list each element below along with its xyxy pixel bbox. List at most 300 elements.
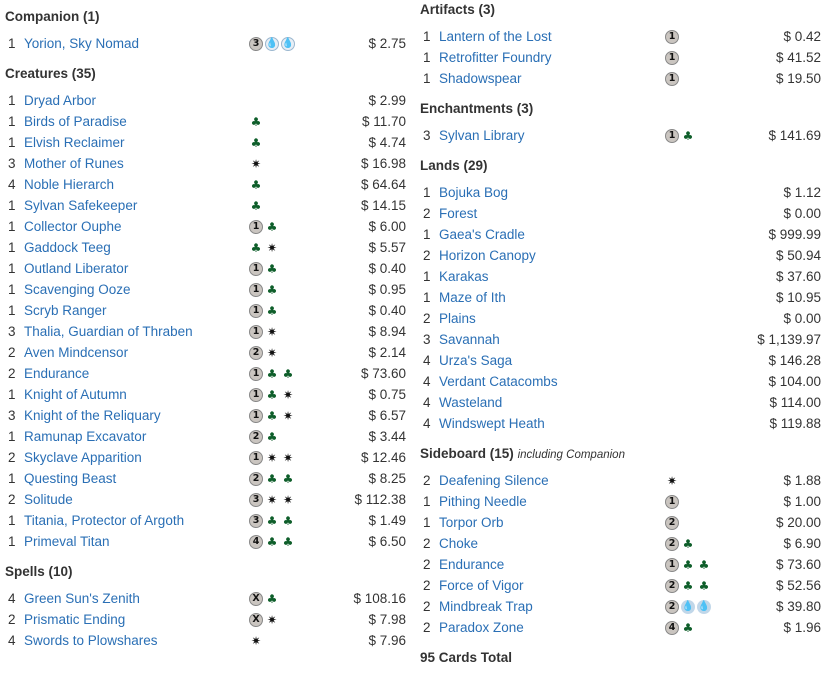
green-mana-icon: ♣ — [266, 367, 278, 381]
card-name-link[interactable]: Elvish Reclaimer — [24, 135, 125, 150]
white-mana-icon: ✷ — [282, 409, 294, 423]
mana-cost — [665, 72, 679, 86]
card-quantity: 2 — [423, 578, 431, 593]
green-mana-icon: ♣ — [266, 514, 278, 528]
white-mana-icon: ✷ — [250, 634, 262, 648]
mana-cost — [665, 537, 695, 551]
card-row — [420, 392, 825, 413]
generic-mana-1-icon: 1 — [665, 495, 679, 509]
card-quantity: 2 — [423, 599, 431, 614]
card-row — [5, 195, 410, 216]
card-name-link[interactable]: Aven Mindcensor — [24, 345, 129, 360]
card-name-link[interactable]: Titania, Protector of Argoth — [24, 513, 185, 528]
card-row — [5, 405, 410, 426]
white-mana-icon: ✷ — [266, 241, 278, 255]
card-name-link[interactable]: Yorion, Sky Nomad — [24, 36, 140, 51]
card-quantity: 3 — [423, 332, 431, 347]
green-mana-icon: ♣ — [250, 115, 262, 129]
generic-mana-1-icon: 1 — [665, 72, 679, 86]
card-row — [420, 413, 825, 434]
card-name-link[interactable]: Outland Liberator — [24, 261, 129, 276]
card-quantity: 4 — [8, 177, 16, 192]
card-price: $ 7.98 — [368, 612, 406, 627]
card-quantity: 2 — [423, 557, 431, 572]
mana-cost — [249, 178, 263, 192]
card-row — [420, 491, 825, 512]
mana-cost — [249, 472, 295, 486]
card-row — [420, 182, 825, 203]
card-quantity: 1 — [423, 269, 431, 284]
card-name-link[interactable]: Dryad Arbor — [24, 93, 97, 108]
green-mana-icon: ♣ — [266, 262, 278, 276]
card-name-link[interactable]: Retrofitter Foundry — [439, 50, 552, 65]
card-price: $ 108.16 — [353, 591, 406, 606]
mana-cost — [249, 634, 263, 648]
section-creatures — [5, 63, 410, 552]
card-row — [420, 287, 825, 308]
card-price: $ 52.56 — [775, 578, 821, 593]
card-price: $ 50.94 — [775, 248, 821, 263]
card-quantity: 1 — [8, 513, 16, 528]
generic-mana-1-icon: 1 — [249, 409, 263, 423]
green-mana-icon: ♣ — [282, 367, 294, 381]
card-name-link[interactable]: Verdant Catacombs — [439, 374, 558, 389]
generic-mana-1-icon: 1 — [249, 325, 263, 339]
mana-cost — [665, 474, 679, 488]
section-count: (35) — [71, 66, 96, 81]
section-title-label: Enchantments — [420, 101, 514, 116]
white-mana-icon: ✷ — [266, 451, 278, 465]
card-row — [420, 596, 825, 617]
generic-mana-3-icon: 3 — [249, 514, 263, 528]
mana-cost — [249, 493, 295, 507]
card-price: $ 2.14 — [368, 345, 406, 360]
section-title-label: Artifacts — [420, 2, 475, 17]
green-mana-icon: ♣ — [250, 178, 262, 192]
mana-cost — [249, 199, 263, 213]
card-price: $ 20.00 — [775, 515, 821, 530]
card-name-link[interactable]: Ramunap Excavator — [24, 429, 147, 444]
card-quantity: 4 — [8, 591, 16, 606]
card-price: $ 119.88 — [769, 416, 821, 431]
card-price: $ 112.38 — [354, 492, 406, 507]
card-quantity: 4 — [423, 416, 431, 431]
mana-cost — [665, 558, 711, 572]
green-mana-icon: ♣ — [266, 409, 278, 423]
card-price: $ 12.46 — [360, 450, 406, 465]
card-price: $ 0.42 — [783, 29, 821, 44]
card-list — [420, 182, 825, 434]
card-price: $ 104.00 — [768, 374, 821, 389]
card-row — [5, 630, 410, 651]
mana-cost — [665, 579, 711, 593]
card-quantity: 1 — [8, 534, 16, 549]
card-quantity: 1 — [8, 36, 16, 51]
card-quantity: 2 — [8, 366, 16, 381]
section-title-label: Lands — [420, 158, 460, 173]
mana-cost — [249, 283, 279, 297]
card-name-link[interactable]: Karakas — [439, 269, 489, 284]
phyrexian-blue-mana-icon: 💧 — [281, 38, 295, 49]
card-price: $ 73.60 — [360, 366, 406, 381]
mana-cost — [665, 129, 695, 143]
card-row — [420, 26, 825, 47]
card-name-link[interactable]: Shadowspear — [439, 71, 522, 86]
card-name-link[interactable]: Noble Hierarch — [24, 177, 115, 192]
card-name-link[interactable]: Wasteland — [439, 395, 503, 410]
mana-cost — [665, 516, 679, 530]
generic-mana-2-icon: 2 — [249, 472, 263, 486]
card-price: $ 6.57 — [368, 408, 406, 423]
blue-mana-icon: 💧 — [697, 601, 711, 612]
section-title-lands — [420, 155, 825, 176]
card-name-link[interactable]: Primeval Titan — [24, 534, 110, 549]
green-mana-icon: ♣ — [682, 537, 694, 551]
card-price: $ 6.50 — [368, 534, 406, 549]
card-quantity: 1 — [8, 261, 16, 276]
white-mana-icon: ✷ — [250, 157, 262, 171]
card-name-link[interactable]: Pithing Needle — [439, 494, 527, 509]
mana-cost — [665, 495, 679, 509]
card-price: $ 2.75 — [368, 36, 406, 51]
card-row — [5, 531, 410, 552]
card-price: $ 0.40 — [368, 303, 406, 318]
card-row — [5, 342, 410, 363]
section-count: (29) — [463, 158, 488, 173]
card-name-link[interactable]: Plains — [439, 311, 476, 326]
card-price: $ 0.40 — [368, 261, 406, 276]
mana-cost — [665, 621, 695, 635]
card-name-link[interactable]: Horizon Canopy — [439, 248, 536, 263]
section-title-artifacts — [420, 0, 825, 20]
card-name-link[interactable]: Birds of Paradise — [24, 114, 127, 129]
card-price: $ 39.80 — [775, 599, 821, 614]
card-quantity: 1 — [8, 135, 16, 150]
card-list — [5, 588, 410, 651]
card-quantity: 1 — [423, 515, 431, 530]
white-mana-icon: ✷ — [282, 388, 294, 402]
section-title-label: Companion — [5, 9, 80, 24]
card-quantity: 1 — [8, 471, 16, 486]
white-mana-icon: ✷ — [266, 346, 278, 360]
card-row — [420, 371, 825, 392]
section-count: (3) — [516, 101, 534, 116]
card-price: $ 2.99 — [368, 93, 406, 108]
card-quantity: 2 — [8, 612, 16, 627]
generic-mana-x-icon: X — [249, 592, 263, 606]
card-name-link[interactable]: Windswept Heath — [439, 416, 545, 431]
green-mana-icon: ♣ — [250, 241, 262, 255]
mana-cost — [249, 367, 295, 381]
green-mana-icon: ♣ — [266, 430, 278, 444]
card-row — [5, 609, 410, 630]
mana-cost — [249, 409, 295, 423]
generic-mana-1-icon: 1 — [249, 220, 263, 234]
card-price: $ 1.00 — [783, 494, 821, 509]
card-price: $ 37.60 — [775, 269, 821, 284]
card-quantity: 1 — [8, 387, 16, 402]
mana-cost — [249, 346, 279, 360]
card-name-link[interactable]: Gaddock Teeg — [24, 240, 111, 255]
card-price: $ 8.25 — [368, 471, 406, 486]
card-row — [420, 512, 825, 533]
green-mana-icon: ♣ — [266, 388, 278, 402]
card-row — [5, 588, 410, 609]
card-name-link[interactable]: Maze of Ith — [439, 290, 506, 305]
card-name-link[interactable]: Thalia, Guardian of Thraben — [24, 324, 193, 339]
section-sideboard — [420, 443, 825, 638]
mana-cost — [249, 592, 279, 606]
card-name-link[interactable]: Lantern of the Lost — [439, 29, 552, 44]
section-title-label: Sideboard — [420, 446, 487, 461]
card-quantity: 1 — [8, 219, 16, 234]
card-quantity: 1 — [8, 282, 16, 297]
card-row — [420, 350, 825, 371]
section-companion — [5, 6, 410, 54]
card-name-link[interactable]: Savannah — [439, 332, 500, 347]
generic-mana-1-icon: 1 — [249, 262, 263, 276]
card-row — [5, 153, 410, 174]
card-price: $ 6.00 — [368, 219, 406, 234]
white-mana-icon: ✷ — [282, 451, 294, 465]
card-quantity: 4 — [423, 353, 431, 368]
mana-cost — [249, 613, 279, 627]
section-subtitle: including Companion — [517, 449, 625, 461]
card-list — [5, 90, 410, 552]
card-row — [5, 447, 410, 468]
card-quantity: 4 — [8, 633, 16, 648]
white-mana-icon: ✷ — [666, 474, 678, 488]
section-count: (15) — [489, 446, 514, 461]
card-quantity: 1 — [423, 290, 431, 305]
card-name-link[interactable]: Paradox Zone — [439, 620, 524, 635]
section-count: (1) — [83, 9, 100, 24]
card-row — [5, 174, 410, 195]
card-price: $ 146.28 — [768, 353, 821, 368]
card-row — [420, 245, 825, 266]
card-price: $ 73.60 — [775, 557, 821, 572]
card-row — [420, 224, 825, 245]
card-list — [420, 470, 825, 638]
green-mana-icon: ♣ — [698, 558, 710, 572]
card-price: $ 16.98 — [360, 156, 406, 171]
card-price: $ 7.96 — [368, 633, 406, 648]
card-quantity: 1 — [423, 185, 431, 200]
card-quantity: 3 — [8, 408, 16, 423]
generic-mana-1-icon: 1 — [665, 129, 679, 143]
card-name-link[interactable]: Knight of the Reliquary — [24, 408, 161, 423]
generic-mana-4-icon: 4 — [249, 535, 263, 549]
green-mana-icon: ♣ — [250, 199, 262, 213]
card-row — [420, 47, 825, 68]
card-name-link[interactable]: Torpor Orb — [439, 515, 504, 530]
card-name-link[interactable]: Solitude — [24, 492, 73, 507]
generic-mana-2-icon: 2 — [665, 579, 679, 593]
card-name-link[interactable]: Gaea's Cradle — [439, 227, 525, 242]
card-row — [420, 554, 825, 575]
card-row — [5, 468, 410, 489]
card-price: $ 0.00 — [783, 206, 821, 221]
generic-mana-4-icon: 4 — [665, 621, 679, 635]
green-mana-icon: ♣ — [282, 472, 294, 486]
generic-mana-1-icon: 1 — [249, 283, 263, 297]
card-name-link[interactable]: Deafening Silence — [439, 473, 549, 488]
card-quantity: 1 — [423, 227, 431, 242]
card-name-link[interactable]: Mother of Runes — [24, 156, 124, 171]
card-price: $ 64.64 — [360, 177, 406, 192]
card-quantity: 1 — [8, 114, 16, 129]
white-mana-icon: ✷ — [266, 493, 278, 507]
mana-cost — [249, 262, 279, 276]
card-price: $ 4.74 — [368, 135, 406, 150]
generic-mana-2-icon: 2 — [665, 537, 679, 551]
section-title-spells — [5, 561, 410, 582]
card-row — [420, 68, 825, 89]
green-mana-icon: ♣ — [682, 129, 694, 143]
card-row — [5, 300, 410, 321]
card-quantity: 4 — [423, 374, 431, 389]
card-price: $ 3.44 — [368, 429, 406, 444]
card-quantity: 1 — [8, 303, 16, 318]
card-name-link[interactable]: Forest — [439, 206, 478, 221]
card-quantity: 1 — [423, 494, 431, 509]
card-row — [5, 489, 410, 510]
generic-mana-2-icon: 2 — [665, 516, 679, 530]
card-price: $ 999.99 — [768, 227, 821, 242]
generic-mana-1-icon: 1 — [249, 304, 263, 318]
generic-mana-3-icon: 3 — [249, 37, 263, 51]
green-mana-icon: ♣ — [266, 592, 278, 606]
card-price: $ 1.12 — [783, 185, 821, 200]
card-row — [420, 470, 825, 491]
card-row — [420, 575, 825, 596]
card-name-link[interactable]: Scavenging Ooze — [24, 282, 131, 297]
card-quantity: 2 — [423, 248, 431, 263]
section-title-label: Creatures — [5, 66, 69, 81]
card-quantity: 2 — [8, 345, 16, 360]
green-mana-icon: ♣ — [282, 514, 294, 528]
card-quantity: 1 — [8, 198, 16, 213]
blue-mana-icon: 💧 — [681, 601, 695, 612]
card-quantity: 1 — [8, 429, 16, 444]
card-price: $ 1.88 — [783, 473, 821, 488]
green-mana-icon: ♣ — [266, 535, 278, 549]
mana-cost — [249, 37, 295, 51]
card-row — [420, 329, 825, 350]
mana-cost — [249, 157, 263, 171]
green-mana-icon: ♣ — [682, 579, 694, 593]
card-row — [5, 237, 410, 258]
card-row — [420, 266, 825, 287]
card-price: $ 141.69 — [768, 128, 821, 143]
card-price: $ 0.00 — [783, 311, 821, 326]
card-name-link[interactable]: Sylvan Safekeeper — [24, 198, 138, 213]
card-quantity: 1 — [423, 71, 431, 86]
mana-cost — [249, 535, 295, 549]
card-price: $ 114.00 — [769, 395, 821, 410]
card-name-link[interactable]: Mindbreak Trap — [439, 599, 533, 614]
section-title-creatures — [5, 63, 410, 84]
card-quantity: 2 — [8, 492, 16, 507]
card-name-link[interactable]: Endurance — [439, 557, 505, 572]
white-mana-icon: ✷ — [266, 325, 278, 339]
mana-cost — [665, 51, 679, 65]
card-name-link[interactable]: Prismatic Ending — [24, 612, 126, 627]
card-row — [5, 90, 410, 111]
card-list — [5, 33, 410, 54]
card-quantity: 1 — [8, 93, 16, 108]
card-row — [420, 125, 825, 146]
card-row — [5, 279, 410, 300]
section-title-sideboard — [420, 443, 825, 464]
card-quantity: 1 — [423, 50, 431, 65]
card-name-link[interactable]: Choke — [439, 536, 479, 551]
card-row — [5, 258, 410, 279]
card-name-link[interactable]: Knight of Autumn — [24, 387, 127, 402]
card-name-link[interactable]: Scryb Ranger — [24, 303, 107, 318]
card-price: $ 8.94 — [368, 324, 406, 339]
generic-mana-1-icon: 1 — [665, 51, 679, 65]
card-price: $ 6.90 — [783, 536, 821, 551]
card-name-link[interactable]: Endurance — [24, 366, 90, 381]
section-title-companion — [5, 6, 410, 27]
generic-mana-2-icon: 2 — [249, 346, 263, 360]
mana-cost — [249, 325, 279, 339]
card-name-link[interactable]: Questing Beast — [24, 471, 117, 486]
card-name-link[interactable]: Skyclave Apparition — [24, 450, 142, 465]
mana-cost — [665, 600, 711, 614]
card-name-link[interactable]: Collector Ouphe — [24, 219, 122, 234]
card-row — [5, 321, 410, 342]
card-row — [420, 533, 825, 554]
mana-cost — [249, 115, 263, 129]
card-name-link[interactable]: Sylvan Library — [439, 128, 525, 143]
cards-total: 95 Cards Total — [420, 650, 513, 665]
card-list — [420, 125, 825, 146]
mana-cost — [249, 514, 295, 528]
card-name-link[interactable]: Swords to Plowshares — [24, 633, 158, 648]
card-price: $ 1.49 — [368, 513, 406, 528]
card-quantity: 2 — [423, 473, 431, 488]
generic-mana-1-icon: 1 — [249, 451, 263, 465]
card-quantity: 3 — [423, 128, 431, 143]
card-row — [5, 426, 410, 447]
card-name-link[interactable]: Bojuka Bog — [439, 185, 509, 200]
mana-cost — [249, 220, 279, 234]
green-mana-icon: ♣ — [266, 220, 278, 234]
section-count: (3) — [478, 2, 496, 17]
card-row — [5, 510, 410, 531]
card-row — [5, 363, 410, 384]
card-name-link[interactable]: Green Sun's Zenith — [24, 591, 140, 606]
card-name-link[interactable]: Urza's Saga — [439, 353, 513, 368]
generic-mana-1-icon: 1 — [249, 388, 263, 402]
card-quantity: 1 — [423, 29, 431, 44]
card-price: $ 5.57 — [368, 240, 406, 255]
card-name-link[interactable]: Force of Vigor — [439, 578, 524, 593]
card-price: $ 1.96 — [783, 620, 821, 635]
card-row — [5, 132, 410, 153]
generic-mana-2-icon: 2 — [249, 430, 263, 444]
section-count: (10) — [48, 564, 73, 579]
generic-mana-1-icon: 1 — [249, 367, 263, 381]
green-mana-icon: ♣ — [682, 558, 694, 572]
card-quantity: 3 — [8, 324, 16, 339]
card-quantity: 3 — [8, 156, 16, 171]
white-mana-icon: ✷ — [266, 613, 278, 627]
green-mana-icon: ♣ — [250, 136, 262, 150]
card-list — [420, 26, 825, 89]
